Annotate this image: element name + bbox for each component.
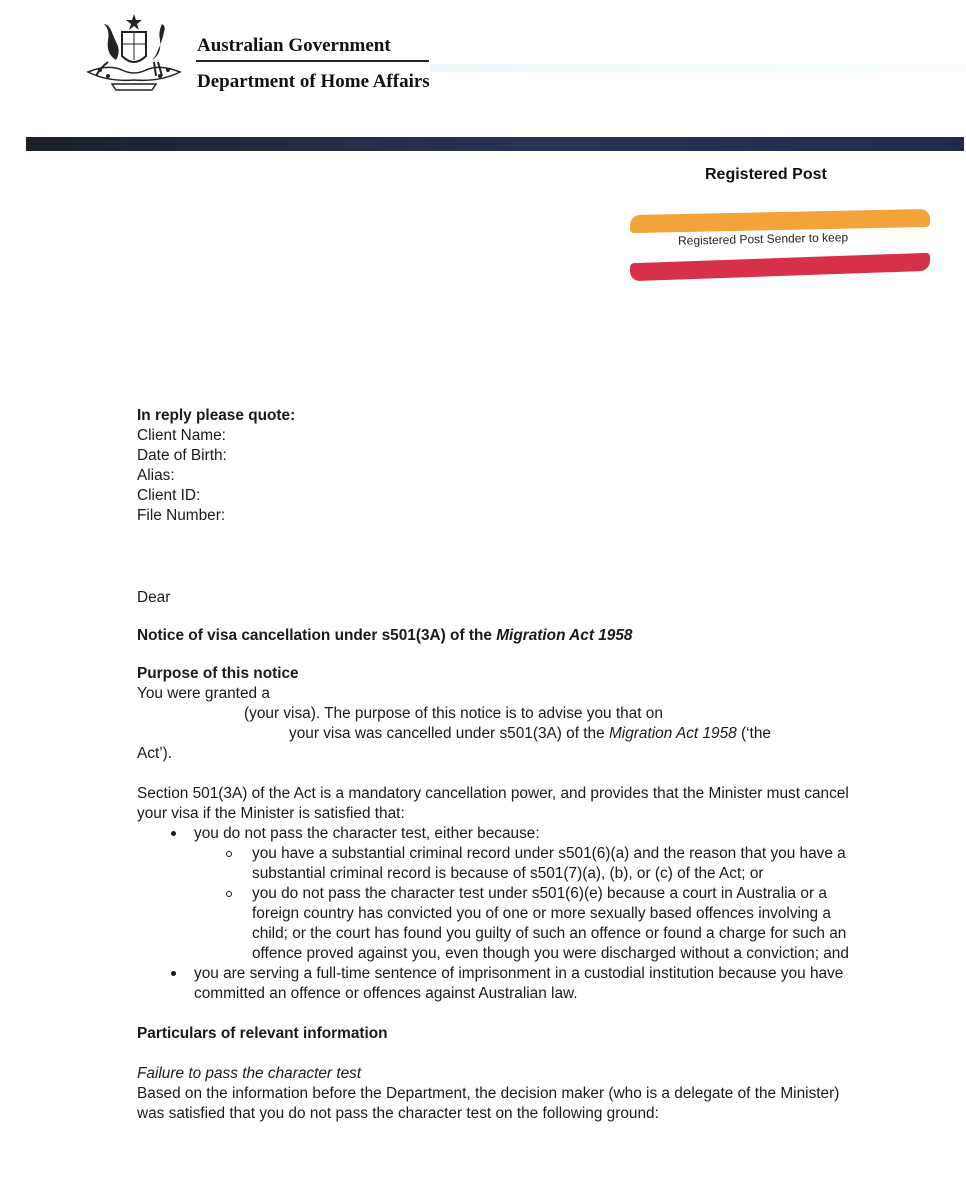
purpose-line-3 <box>137 724 852 744</box>
scan-artifact <box>430 64 966 72</box>
post-label-orange-stripe <box>630 209 930 233</box>
registered-post-label <box>630 210 930 282</box>
purpose-line-1: You were granted a <box>137 685 270 702</box>
section-intro: Section 501(3A) of the Act is a mandatory cancellation power, and provides that the Minister must cancel your visa if the Minister is satisfied that: <box>137 785 849 822</box>
purpose-line-4: Act’). <box>137 745 173 762</box>
registered-post-heading: Registered Post <box>705 166 827 183</box>
purpose-line-3-act: Migration Act 1958 <box>608 725 737 742</box>
reference-field-file-number: File Number: <box>137 507 226 524</box>
character-test-sublist <box>194 844 852 964</box>
purpose-line-3-text: your visa was cancelled under s501(3A) of the <box>289 725 609 742</box>
post-label-text: Registered Post Sender to keep <box>677 230 849 248</box>
reference-field-date-of-birth: Date of Birth: <box>137 447 227 464</box>
purpose-line-2: (your visa). The purpose of this notice is to advise you that on <box>244 705 663 722</box>
list-item <box>137 824 852 964</box>
letterhead-divider <box>196 60 429 62</box>
government-name: Australian Government <box>197 35 391 56</box>
header-bar <box>26 137 964 151</box>
reference-heading: In reply please quote: <box>137 407 296 424</box>
particulars-heading: Particulars of relevant information <box>137 1025 388 1042</box>
list-item <box>137 964 852 1004</box>
letter-body <box>137 406 852 1124</box>
condition-character-test: you do not pass the character test, either because: <box>194 825 540 842</box>
particulars-subheading: Failure to pass the character test <box>137 1065 362 1082</box>
purpose-heading: Purpose of this notice <box>137 665 299 682</box>
reference-block <box>137 406 852 526</box>
purpose-line-3-suffix: (‘the <box>736 725 771 742</box>
department-name: Department of Home Affairs <box>197 71 430 92</box>
list-item <box>194 844 852 884</box>
reference-field-alias: Alias: <box>137 467 175 484</box>
notice-title-text: Notice of visa cancellation under s501(3A) of the <box>137 627 497 644</box>
notice-title-act: Migration Act 1958 <box>496 627 633 644</box>
sub-condition-sexual-offences: you do not pass the character test under s501(6)(e) because a court in Australia or a foreign country has convicted you of one or more sexually based offences involving a child; or the court has found you guilty of such an offence or found a charge for such an offence proved against you, even though you were discharged without a conviction; and <box>252 885 849 962</box>
reference-field-client-name: Client Name: <box>137 427 226 444</box>
reference-field-client-id: Client ID: <box>137 487 201 504</box>
salutation: Dear <box>137 589 171 606</box>
notice-title <box>137 626 852 646</box>
conditions-list <box>137 824 852 1004</box>
condition-imprisonment: you are serving a full-time sentence of imprisonment in a custodial institution because you have committed an offence or offences against Australian law. <box>194 965 844 1002</box>
coat-of-arms-icon <box>78 10 190 92</box>
list-item <box>194 884 852 964</box>
post-label-red-stripe <box>630 253 930 281</box>
sub-condition-criminal-record: you have a substantial criminal record under s501(6)(a) and the reason that you have a substantial criminal record is because of s501(7)(a), (b), or (c) of the Act; or <box>252 845 846 882</box>
particulars-text: Based on the information before the Department, the decision maker (who is a delegate of the Minister) was satisfied that you do not pass the character test on the following ground: <box>137 1085 840 1122</box>
